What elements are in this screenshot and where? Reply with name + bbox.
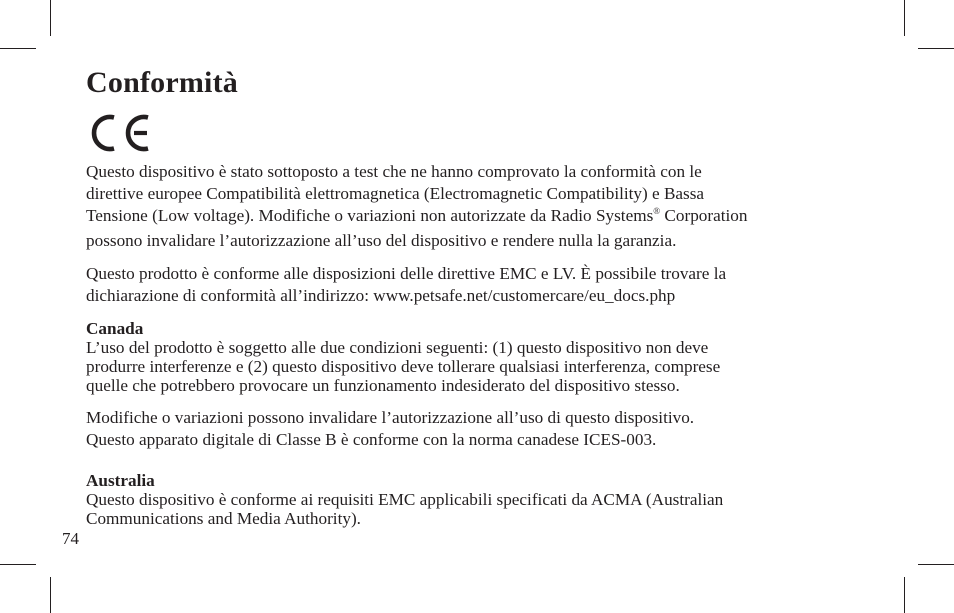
canada-line-2: produrre interferenze e (2) questo dispositivo deve tollerare qualsiasi interferenza, comprese [86, 357, 721, 376]
australia-line-2: Communications and Media Authority). [86, 509, 361, 528]
canada-heading: Canada [86, 319, 144, 338]
crop-mark-bottom-right-horizontal [918, 564, 954, 565]
ce-mark-icon [84, 113, 154, 153]
intro-line-4: possono invalidare l’autorizzazione all’uso del dispositivo e rendere nulla la garanzia. [86, 231, 677, 250]
declaration-line-2: dichiarazione di conformità all’indirizzo: www.petsafe.net/customercare/eu_docs.php [86, 286, 676, 305]
canada-line-4: Modifiche o variazioni possono invalidare l’autorizzazione all’uso di questo dispositivo. [86, 408, 695, 427]
crop-mark-bottom-left-vertical [50, 577, 51, 613]
intro-line-1: Questo dispositivo è stato sottoposto a test che ne hanno comprovato la conformità con le [86, 162, 702, 181]
canada-line-5: Questo apparato digitale di Classe B è conforme con la norma canadese ICES-003. [86, 430, 657, 449]
crop-mark-top-left-horizontal [0, 48, 36, 49]
intro-line-3-text: Tensione (Low voltage). Modifiche o variazioni non autorizzate da Radio Systems [86, 206, 654, 225]
australia-paragraph [86, 490, 876, 528]
declaration-paragraph [86, 263, 876, 307]
crop-mark-top-right-horizontal [918, 48, 954, 49]
crop-mark-bottom-right-vertical [904, 577, 905, 613]
crop-mark-bottom-left-horizontal [0, 564, 36, 565]
crop-mark-top-left-vertical [50, 0, 51, 36]
crop-mark-top-right-vertical [904, 0, 905, 36]
australia-heading: Australia [86, 471, 155, 490]
canada-paragraph-2 [86, 407, 876, 451]
australia-line-1: Questo dispositivo è conforme ai requisiti EMC applicabili specificati da ACMA (Australian [86, 490, 724, 509]
page-title: Conformità [86, 66, 238, 99]
intro-line-3-end: Corporation [660, 206, 748, 225]
page-number: 74 [62, 529, 79, 548]
canada-line-3: quelle che potrebbero provocare un funzionamento indesiderato del dispositivo stesso. [86, 376, 680, 395]
intro-line-2: direttive europee Compatibilità elettromagnetica (Electromagnetic Compatibility) e Bassa [86, 184, 705, 203]
intro-line-3 [86, 205, 876, 227]
intro-paragraph [86, 161, 876, 252]
canada-paragraph-1 [86, 338, 876, 395]
declaration-line-1: Questo prodotto è conforme alle disposizioni delle direttive EMC e LV. È possibile trovare la [86, 264, 727, 283]
canada-line-1: L’uso del prodotto è soggetto alle due condizioni seguenti: (1) questo dispositivo non deve [86, 338, 709, 357]
registered-mark: ® [653, 206, 661, 216]
